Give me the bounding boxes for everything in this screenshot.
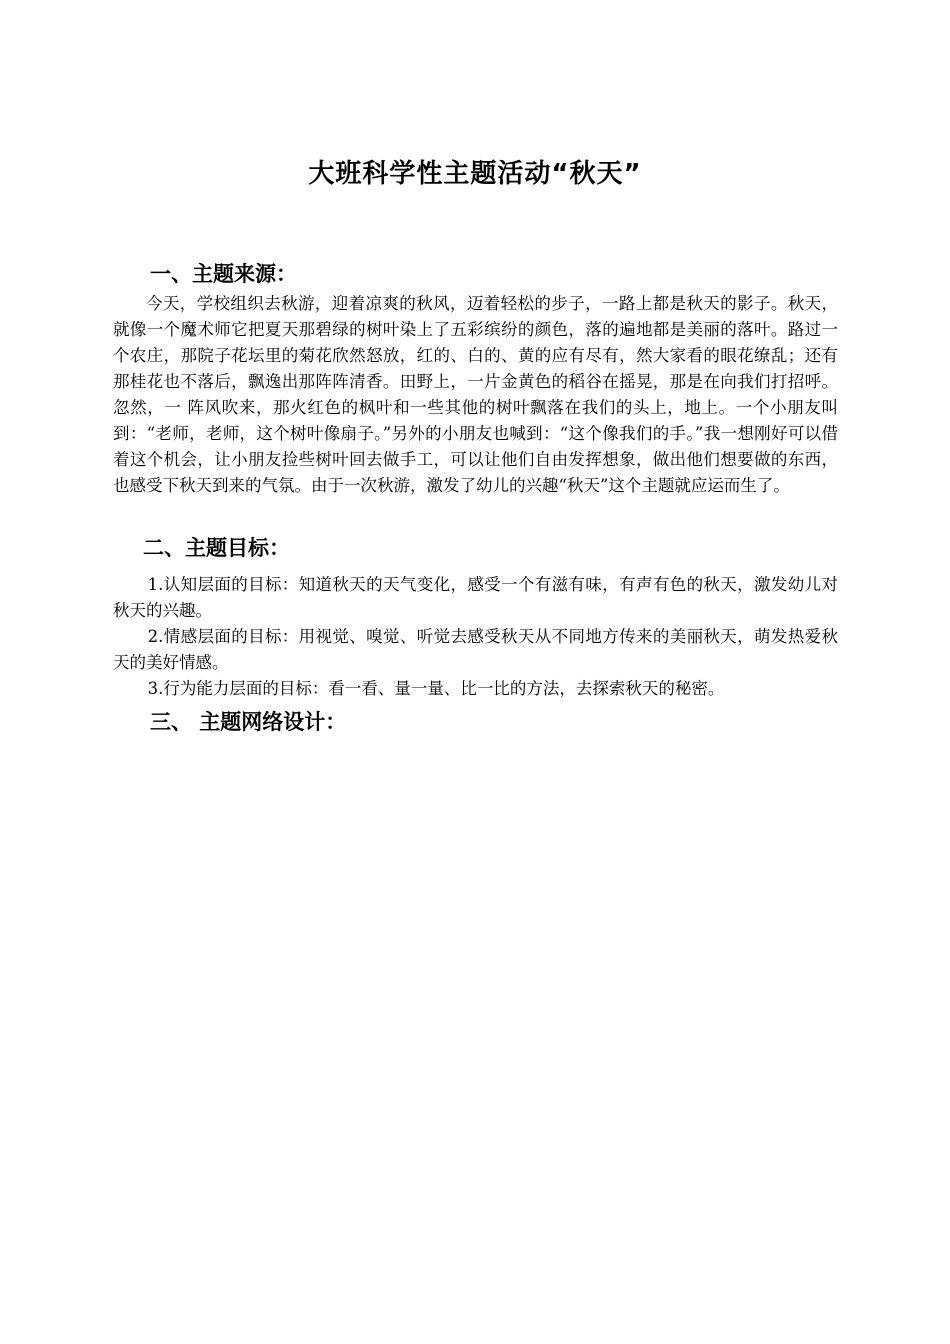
- goal-item-emotional: 2.情感层面的目标：用视觉、嗅觉、听觉去感受秋天从不同地方传来的美丽秋天，萌发热爱秋天的美好情感。: [113, 627, 838, 672]
- document-title: 大班科学性主题活动“秋天”: [308, 159, 642, 189]
- theme-source-paragraph: 今天，学校组织去秋游，迎着凉爽的秋风，迈着轻松的步子，一路上都是秋天的影子。秋天，就像一个魔术师它把夏天那碧绿的树叶染上了五彩缤纷的颜色，落的遍地都是美丽的落叶。路过一个农庄，那院子花坛里的菊花欣然怒放，红的、白的、黄的应有尽有，然大家看的眼花缭乱；还有那桂花也不落后，飘逸出那阵阵清香。田野上，一片金黄色的稻谷在摇晃，那是在向我们打招呼。忽然，一 阵风吹来，那火红色的枫叶和一些其他的树叶飘落在我们的头上，地上。一个小朋友叫到：“老师，老师，这个树叶像扇子。”另外的小朋友也喊到：“这个像我们的手。”我一想刚好可以借着这个机会，让小朋友捡些树叶回去做手工，可以让他们自由发挥想象，做出他们想要做的东西，也感受下秋天到来的气氛。由于一次秋游，激发了幼儿的兴趣“秋天”这个主题就应运而生了。: [113, 294, 838, 495]
- section-heading-theme-source: 一、主题来源：: [150, 262, 297, 286]
- goal-item-cognitive: 1.认知层面的目标：知道秋天的天气变化，感受一个有滋有味，有声有色的秋天，激发幼儿对秋天的兴趣。: [113, 575, 838, 620]
- section-heading-theme-goals: 二、主题目标：: [143, 536, 290, 560]
- goal-item-behavioral: 3.行为能力层面的目标：看一看、量一量、比一比的方法，去探索秋天的秘密。: [147, 679, 725, 698]
- section-heading-theme-network: 三、 主题网络设计：: [150, 710, 347, 734]
